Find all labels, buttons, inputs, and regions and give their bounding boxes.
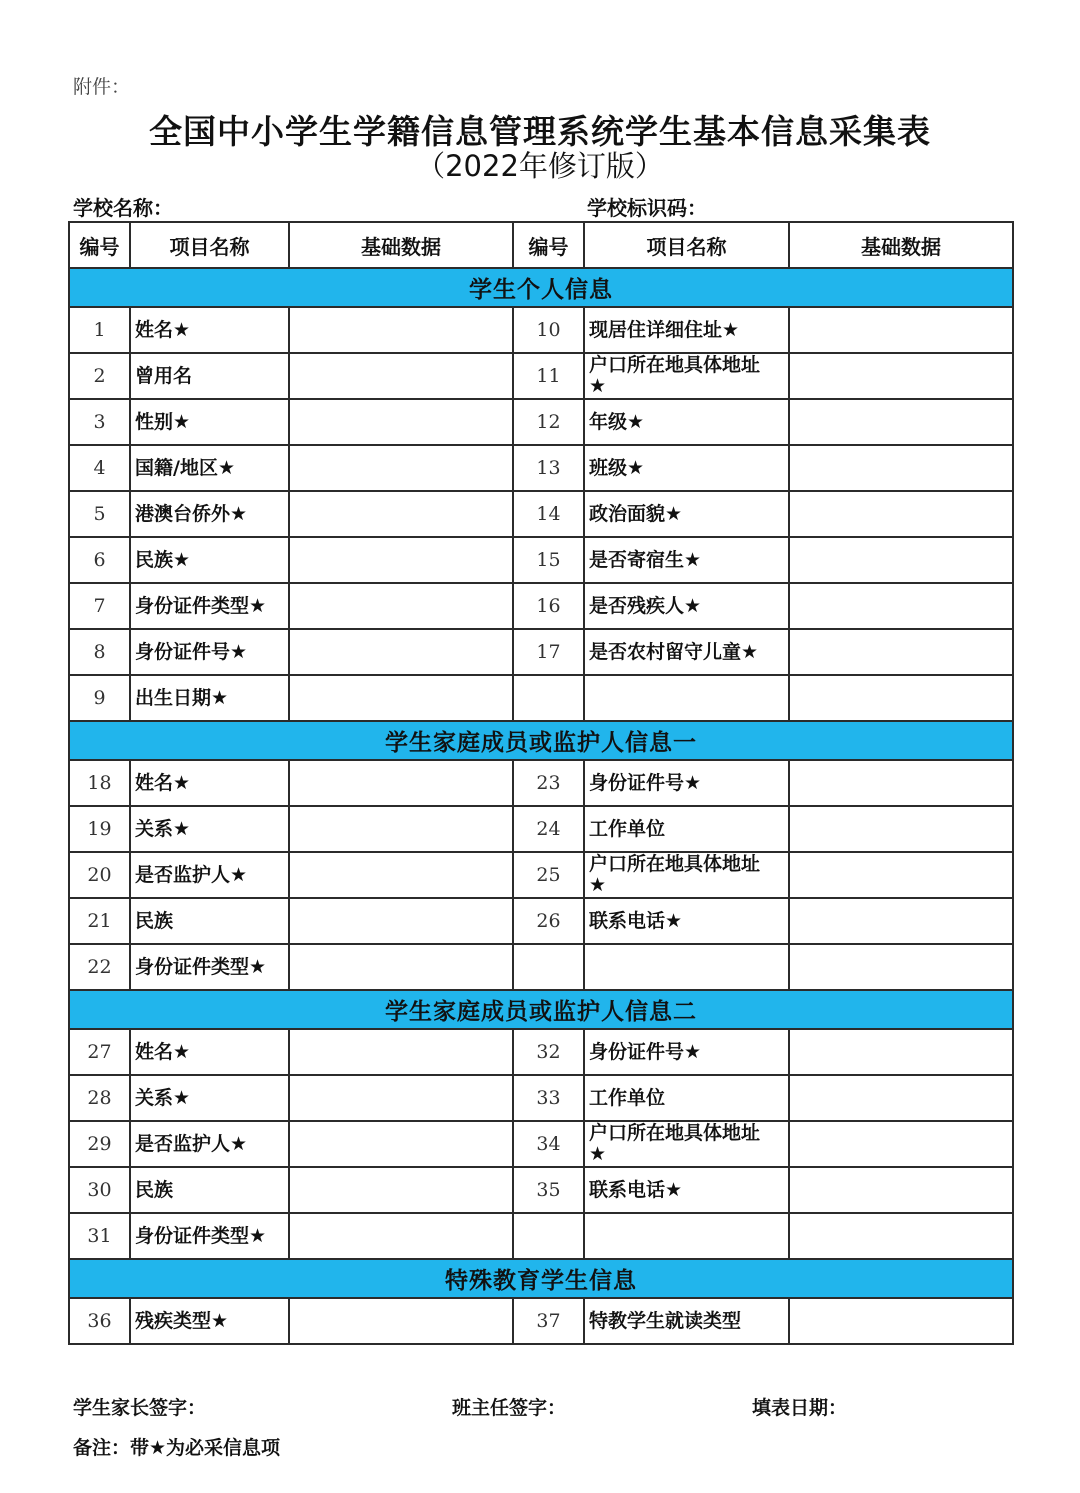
item-name-label: 姓名★ [135, 318, 191, 341]
item-name-cell [130, 445, 289, 491]
base-data-cell[interactable] [289, 852, 513, 898]
base-data-cell[interactable] [789, 1298, 1013, 1344]
item-number: 16 [513, 583, 584, 629]
item-name-label: 曾用名 [135, 364, 193, 387]
item-name-cell [584, 353, 789, 399]
base-data-cell[interactable] [289, 675, 513, 721]
item-name-label: 身份证件号★ [589, 771, 702, 794]
item-number: 9 [69, 675, 130, 721]
item-name-cell [584, 1167, 789, 1213]
item-number: 2 [69, 353, 130, 399]
item-name-cell [130, 1121, 289, 1167]
table-row [69, 852, 1013, 898]
base-data-cell[interactable] [289, 898, 513, 944]
item-name-label: 残疾类型★ [135, 1309, 229, 1332]
item-number: 26 [513, 898, 584, 944]
item-number [513, 675, 584, 721]
table-row [69, 583, 1013, 629]
item-name-label: 民族 [135, 909, 174, 932]
base-data-cell[interactable] [289, 491, 513, 537]
item-name-cell [584, 760, 789, 806]
table-row [69, 1029, 1013, 1075]
base-data-cell[interactable] [289, 583, 513, 629]
section-header-row [69, 721, 1013, 760]
item-name-label: 现居住详细住址★ [589, 318, 740, 341]
item-name-cell [130, 944, 289, 990]
item-name-label: 身份证件类型★ [135, 955, 267, 978]
item-name-cell [130, 760, 289, 806]
item-number: 8 [69, 629, 130, 675]
item-name-label: 班级★ [589, 456, 645, 479]
item-name-label: 港澳台侨外★ [135, 502, 248, 525]
item-name-cell [130, 1167, 289, 1213]
item-number: 11 [513, 353, 584, 399]
section-header-row [69, 1259, 1013, 1298]
item-name-label: 户口所在地具体地址★ [589, 354, 761, 397]
item-name-cell [130, 583, 289, 629]
item-name-label: 政治面貌★ [589, 502, 683, 525]
item-name-label: 民族★ [135, 548, 191, 571]
item-name-cell [584, 1213, 789, 1259]
item-name-cell [584, 445, 789, 491]
item-name-cell [584, 399, 789, 445]
base-data-cell[interactable] [789, 445, 1013, 491]
section-header-row [69, 268, 1013, 307]
school-id-label: 学校标识码： [587, 196, 707, 220]
item-name-label: 工作单位 [589, 1086, 666, 1109]
item-number: 21 [69, 898, 130, 944]
base-data-cell[interactable] [789, 537, 1013, 583]
item-name-cell [130, 1213, 289, 1259]
item-name-cell [130, 898, 289, 944]
item-number: 13 [513, 445, 584, 491]
item-name-cell [130, 537, 289, 583]
item-name-cell [584, 491, 789, 537]
base-data-cell[interactable] [789, 760, 1013, 806]
base-data-cell[interactable] [289, 307, 513, 353]
item-number [513, 1213, 584, 1259]
table-row [69, 944, 1013, 990]
item-name-label: 联系电话★ [589, 909, 683, 932]
item-name-label: 是否寄宿生★ [589, 548, 702, 571]
table-row [69, 353, 1013, 399]
table-row [69, 629, 1013, 675]
header-item-name: 项目名称 [130, 222, 289, 268]
base-data-cell[interactable] [289, 1298, 513, 1344]
item-name-cell [584, 944, 789, 990]
base-data-cell[interactable] [289, 537, 513, 583]
table-row [69, 399, 1013, 445]
item-name-label: 是否监护人★ [135, 863, 248, 886]
base-data-cell[interactable] [289, 1213, 513, 1259]
item-name-cell [584, 1121, 789, 1167]
item-name-label: 工作单位 [589, 817, 666, 840]
item-number: 34 [513, 1121, 584, 1167]
item-name-label: 身份证件类型★ [135, 1224, 267, 1247]
item-name-cell [130, 806, 289, 852]
item-number: 24 [513, 806, 584, 852]
table-row [69, 806, 1013, 852]
item-name-label: 性别★ [135, 410, 191, 433]
base-data-cell[interactable] [289, 1075, 513, 1121]
table-row [69, 1075, 1013, 1121]
item-name-cell [130, 491, 289, 537]
table-row [69, 1167, 1013, 1213]
base-data-cell[interactable] [789, 399, 1013, 445]
table-row [69, 1121, 1013, 1167]
item-name-cell [584, 1298, 789, 1344]
fill-date-label: 填表日期： [752, 1397, 848, 1419]
item-number [513, 944, 584, 990]
item-number: 10 [513, 307, 584, 353]
table-header-row [69, 222, 1013, 268]
item-name-cell [130, 1298, 289, 1344]
header-item-name: 项目名称 [584, 222, 789, 268]
item-name-label: 国籍/地区★ [135, 456, 235, 479]
item-name-label: 户口所在地具体地址★ [589, 1122, 761, 1165]
table-row [69, 760, 1013, 806]
base-data-cell[interactable] [289, 445, 513, 491]
item-number: 4 [69, 445, 130, 491]
section-title: 学生家庭成员或监护人信息一 [69, 721, 1013, 760]
base-data-cell[interactable] [289, 760, 513, 806]
info-form-table [68, 221, 1014, 1345]
item-name-label: 身份证件号★ [589, 1040, 702, 1063]
table-row [69, 537, 1013, 583]
item-number: 14 [513, 491, 584, 537]
base-data-cell[interactable] [789, 353, 1013, 399]
table-row [69, 1298, 1013, 1344]
item-number: 32 [513, 1029, 584, 1075]
item-name-label: 户口所在地具体地址★ [589, 853, 761, 896]
item-number: 5 [69, 491, 130, 537]
item-name-cell [130, 307, 289, 353]
base-data-cell[interactable] [789, 307, 1013, 353]
table-row [69, 307, 1013, 353]
item-number: 6 [69, 537, 130, 583]
item-number: 12 [513, 399, 584, 445]
base-data-cell[interactable] [789, 1029, 1013, 1075]
item-name-cell [584, 806, 789, 852]
item-name-cell [130, 852, 289, 898]
attachment-label: 附件： [73, 76, 131, 98]
base-data-cell[interactable] [789, 1167, 1013, 1213]
base-data-cell[interactable] [789, 852, 1013, 898]
item-name-label: 是否监护人★ [135, 1132, 248, 1155]
item-name-cell [584, 629, 789, 675]
item-name-label: 姓名★ [135, 771, 191, 794]
item-name-label: 民族 [135, 1178, 174, 1201]
base-data-cell[interactable] [789, 629, 1013, 675]
item-name-cell [130, 1029, 289, 1075]
item-name-cell [584, 898, 789, 944]
item-number: 35 [513, 1167, 584, 1213]
item-name-label: 身份证件号★ [135, 640, 248, 663]
base-data-cell[interactable] [289, 806, 513, 852]
item-name-cell [584, 675, 789, 721]
item-number: 25 [513, 852, 584, 898]
base-data-cell[interactable] [789, 583, 1013, 629]
base-data-cell[interactable] [789, 675, 1013, 721]
header-number: 编号 [513, 222, 584, 268]
item-name-label: 是否残疾人★ [589, 594, 702, 617]
item-number: 20 [69, 852, 130, 898]
parent-signature-label: 学生家长签字： [73, 1397, 207, 1419]
item-number: 33 [513, 1075, 584, 1121]
item-name-cell [584, 852, 789, 898]
item-number: 30 [69, 1167, 130, 1213]
section-title: 特殊教育学生信息 [69, 1259, 1013, 1298]
base-data-cell[interactable] [789, 1121, 1013, 1167]
table-row [69, 491, 1013, 537]
item-name-label: 联系电话★ [589, 1178, 683, 1201]
item-name-cell [130, 675, 289, 721]
item-name-label: 出生日期★ [135, 686, 229, 709]
item-name-cell [584, 1075, 789, 1121]
base-data-cell[interactable] [289, 1121, 513, 1167]
base-data-cell[interactable] [789, 944, 1013, 990]
item-name-cell [584, 1029, 789, 1075]
remark-note: 备注：带★为必采信息项 [73, 1437, 281, 1459]
base-data-cell[interactable] [789, 1075, 1013, 1121]
item-name-label: 是否农村留守儿童★ [589, 640, 759, 663]
base-data-cell[interactable] [289, 629, 513, 675]
base-data-cell[interactable] [289, 944, 513, 990]
item-name-label: 关系★ [135, 817, 191, 840]
item-number: 3 [69, 399, 130, 445]
table-row [69, 445, 1013, 491]
item-number: 17 [513, 629, 584, 675]
base-data-cell[interactable] [789, 806, 1013, 852]
item-number: 7 [69, 583, 130, 629]
item-number: 19 [69, 806, 130, 852]
header-base-data: 基础数据 [289, 222, 513, 268]
item-number: 22 [69, 944, 130, 990]
item-number: 28 [69, 1075, 130, 1121]
base-data-cell[interactable] [289, 1029, 513, 1075]
teacher-signature-label: 班主任签字： [452, 1397, 567, 1419]
base-data-cell[interactable] [789, 1213, 1013, 1259]
form-title: 全国中小学生学籍信息管理系统学生基本信息采集表 [149, 112, 931, 151]
item-name-cell [584, 537, 789, 583]
item-name-cell [130, 629, 289, 675]
item-name-label: 特教学生就读类型 [589, 1309, 742, 1332]
table-row [69, 898, 1013, 944]
item-number: 27 [69, 1029, 130, 1075]
item-number: 1 [69, 307, 130, 353]
item-name-label: 关系★ [135, 1086, 191, 1109]
base-data-cell[interactable] [289, 1167, 513, 1213]
item-name-cell [584, 583, 789, 629]
item-number: 36 [69, 1298, 130, 1344]
item-number: 29 [69, 1121, 130, 1167]
item-name-label: 年级★ [589, 410, 645, 433]
base-data-cell[interactable] [789, 898, 1013, 944]
item-number: 31 [69, 1213, 130, 1259]
base-data-cell[interactable] [289, 399, 513, 445]
item-name-cell [130, 353, 289, 399]
section-header-row [69, 990, 1013, 1029]
item-number: 15 [513, 537, 584, 583]
header-base-data: 基础数据 [789, 222, 1013, 268]
school-name-label: 学校名称： [73, 196, 173, 220]
item-number: 18 [69, 760, 130, 806]
base-data-cell[interactable] [789, 491, 1013, 537]
item-number: 37 [513, 1298, 584, 1344]
table-row [69, 675, 1013, 721]
header-number: 编号 [69, 222, 130, 268]
item-name-label: 姓名★ [135, 1040, 191, 1063]
item-name-cell [130, 1075, 289, 1121]
item-name-cell [130, 399, 289, 445]
base-data-cell[interactable] [289, 353, 513, 399]
item-name-label: 身份证件类型★ [135, 594, 267, 617]
item-name-cell [584, 307, 789, 353]
section-title: 学生个人信息 [69, 268, 1013, 307]
section-title: 学生家庭成员或监护人信息二 [69, 990, 1013, 1029]
form-subtitle: （2022年修订版） [416, 149, 664, 183]
table-row [69, 1213, 1013, 1259]
item-number: 23 [513, 760, 584, 806]
